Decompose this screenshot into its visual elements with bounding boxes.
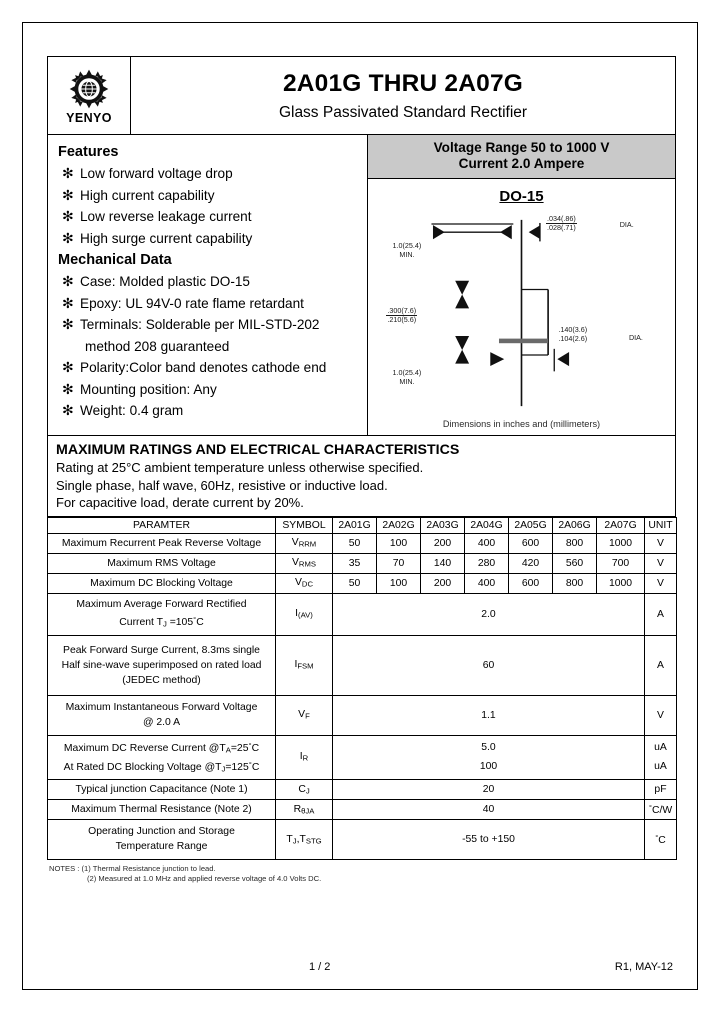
- dim-min-label: MIN.: [399, 250, 415, 260]
- row-parameter: Maximum Thermal Resistance (Note 2): [48, 799, 276, 819]
- list-item: [58, 163, 367, 185]
- voltage-range-banner: [368, 135, 675, 179]
- header-parameter: PARAMTER: [48, 517, 276, 533]
- dim-value: 1.0(25.4): [392, 367, 422, 377]
- mechanical-text: Mounting position: Any: [80, 381, 217, 397]
- table-row: [48, 779, 677, 799]
- feature-text: High current capability: [80, 187, 215, 203]
- asterisk-icon: ✻: [62, 380, 74, 397]
- note-1: (1) Thermal Resistance junction to lead.: [81, 863, 216, 873]
- row-symbol: IFSM: [276, 635, 333, 695]
- row-parameter: Maximum RMS Voltage: [48, 553, 276, 573]
- current-rating-line: Current 2.0 Ampere: [458, 156, 585, 171]
- feature-text: High surge current capability: [80, 230, 253, 246]
- asterisk-icon: ✻: [62, 165, 74, 181]
- list-item: [58, 293, 367, 315]
- row-symbol: IR: [276, 735, 333, 779]
- list-item: [58, 271, 367, 293]
- row-symbol: I(AV): [276, 593, 333, 635]
- row-symbol: VRRM: [276, 533, 333, 553]
- row-value: 200: [421, 573, 465, 593]
- document-header: [47, 56, 676, 135]
- row-symbol: RθJA: [276, 799, 333, 819]
- dim-body-length: [386, 306, 417, 324]
- dim-min-label: MIN.: [399, 376, 415, 386]
- row-merged-value: 40: [333, 799, 645, 819]
- table-header-row: [48, 517, 677, 533]
- list-item: [58, 357, 367, 379]
- dim-lead-length-bottom: [393, 368, 422, 386]
- dim-value: 1.0(25.4): [392, 241, 422, 251]
- yenyo-gear-globe-icon: [68, 68, 110, 110]
- dim-lead-dia-label: DIA.: [619, 219, 634, 229]
- row-value: 140: [421, 553, 465, 573]
- asterisk-icon: ✻: [62, 186, 74, 203]
- list-item: [58, 228, 367, 250]
- features-list: [58, 163, 367, 249]
- row-value: 400: [465, 573, 509, 593]
- dimensions-caption: Dimensions in inches and (millimeters): [442, 419, 601, 429]
- row-value: 420: [509, 553, 553, 573]
- dim-value-top: .034(.86): [547, 213, 576, 223]
- mechanical-heading: Mechanical Data: [58, 252, 172, 268]
- dim-body-diameter: [558, 325, 587, 343]
- asterisk-icon: ✻: [62, 402, 74, 418]
- title-cell: [131, 57, 675, 134]
- row-parameter: Operating Junction and Storage Temperature Range: [48, 819, 276, 859]
- notes-label: NOTES :: [49, 863, 80, 873]
- table-row: [48, 533, 677, 553]
- row-value: 800: [553, 533, 597, 553]
- asterisk-icon: ✻: [62, 316, 74, 332]
- dim-value-bottom: .104(2.6): [558, 333, 588, 343]
- mechanical-text: Weight: 0.4 gram: [80, 403, 184, 418]
- row-unit: uA uA: [645, 735, 677, 779]
- header-part-2a06g: 2A06G: [553, 517, 597, 533]
- row-parameter: Typical junction Capacitance (Note 1): [48, 779, 276, 799]
- header-symbol: SYMBOL: [276, 517, 333, 533]
- dim-lead-length-top: [393, 241, 422, 259]
- mechanical-continuation: method 208 guaranteed: [85, 338, 230, 354]
- row-parameter: Maximum Instantaneous Forward Voltage @ 2.0 A: [48, 695, 276, 735]
- table-row: [48, 593, 677, 635]
- table-row: [48, 695, 677, 735]
- mechanical-list-2: [58, 357, 367, 422]
- features-package-row: [47, 135, 676, 436]
- row-parameter: Maximum DC Reverse Current @TA=25°C At Rated DC Blocking Voltage @TJ=125°C: [48, 735, 276, 779]
- ratings-header-block: [47, 436, 676, 517]
- row-value: 70: [377, 553, 421, 573]
- asterisk-icon: ✻: [62, 294, 74, 311]
- row-parameter: Peak Forward Surge Current, 8.3ms single Half sine-wave superimposed on rated load (JEDEC method): [48, 635, 276, 695]
- company-name: YENYO: [66, 111, 112, 125]
- row-merged-value: 60: [333, 635, 645, 695]
- mechanical-text: Case: Molded plastic DO-15: [80, 274, 250, 289]
- row-value: 100: [377, 573, 421, 593]
- row-value: 700: [597, 553, 645, 573]
- row-unit: V: [645, 533, 677, 553]
- row-value: 560: [553, 553, 597, 573]
- package-type-label: DO-15: [499, 188, 544, 205]
- page-number: 1 / 2: [309, 961, 331, 973]
- header-part-2a04g: 2A04G: [465, 517, 509, 533]
- row-symbol: TJ,TSTG: [276, 819, 333, 859]
- page-footer: [47, 961, 673, 973]
- table-row: [48, 735, 677, 779]
- dim-value-bottom: .210(5.6): [387, 314, 417, 324]
- list-item: [58, 185, 367, 207]
- row-value: 200: [421, 533, 465, 553]
- mechanical-text: Epoxy: UL 94V-0 rate flame retardant: [80, 295, 304, 311]
- table-row: [48, 635, 677, 695]
- list-item: [58, 206, 367, 228]
- specifications-table: [47, 517, 677, 860]
- dim-value-bottom: .028(.71): [547, 222, 576, 232]
- dim-lead-diameter: [546, 214, 577, 232]
- row-parameter: Maximum Average Forward Rectified Current TJ =105°C: [48, 593, 276, 635]
- row-symbol: VF: [276, 695, 333, 735]
- row-unit: V: [645, 573, 677, 593]
- footnotes: [47, 864, 676, 885]
- row-value: 50: [333, 533, 377, 553]
- row-merged-value: 20: [333, 779, 645, 799]
- row-merged-value: 1.1: [333, 695, 645, 735]
- row-value: 280: [465, 553, 509, 573]
- mechanical-text: Terminals: Solderable per MIL-STD-202: [80, 317, 320, 332]
- row-merged-value: 2.0: [333, 593, 645, 635]
- row-unit: A: [645, 635, 677, 695]
- asterisk-icon: ✻: [62, 273, 74, 289]
- header-part-2a01g: 2A01G: [333, 517, 377, 533]
- header-part-2a03g: 2A03G: [421, 517, 465, 533]
- asterisk-icon: ✻: [62, 229, 74, 246]
- header-part-2a07g: 2A07G: [597, 517, 645, 533]
- row-value: 600: [509, 533, 553, 553]
- row-value: 400: [465, 533, 509, 553]
- row-unit: V: [645, 695, 677, 735]
- feature-text: Low forward voltage drop: [80, 166, 233, 181]
- dim-value-top: .300(7.6): [387, 305, 417, 315]
- row-unit: A: [645, 593, 677, 635]
- row-symbol: VRMS: [276, 553, 333, 573]
- row-merged-value: 5.0 100: [333, 735, 645, 779]
- voltage-range-line: Voltage Range 50 to 1000 V: [433, 140, 610, 155]
- row-parameter: Maximum Recurrent Peak Reverse Voltage: [48, 533, 276, 553]
- page-border: [22, 22, 698, 990]
- asterisk-icon: ✻: [62, 359, 74, 375]
- table-row: [48, 553, 677, 573]
- asterisk-icon: ✻: [62, 208, 74, 224]
- product-subtitle: Glass Passivated Standard Rectifier: [278, 103, 528, 121]
- row-unit: V: [645, 553, 677, 573]
- row-unit: pF: [645, 779, 677, 799]
- list-item: [58, 379, 367, 401]
- row-symbol: VDC: [276, 573, 333, 593]
- ratings-condition: Single phase, half wave, 60Hz, resistive or inductive load.: [56, 477, 388, 493]
- ratings-title: MAXIMUM RATINGS AND ELECTRICAL CHARACTERISTICS: [56, 442, 460, 458]
- row-merged-value: -55 to +150: [333, 819, 645, 859]
- row-symbol: CJ: [276, 779, 333, 799]
- mechanical-list: [58, 271, 367, 336]
- note-2: (2) Measured at 1.0 MHz and applied reverse voltage of 4.0 Volts DC.: [87, 874, 322, 884]
- table-row: [48, 819, 677, 859]
- row-unit: °C: [645, 819, 677, 859]
- list-item: [58, 400, 367, 422]
- dim-body-dia-label: DIA.: [628, 333, 643, 343]
- row-value: 35: [333, 553, 377, 573]
- row-value: 600: [509, 573, 553, 593]
- row-value: 50: [333, 573, 377, 593]
- table-row: [48, 799, 677, 819]
- row-unit: °C/W: [645, 799, 677, 819]
- company-logo-cell: [48, 57, 131, 134]
- package-panel: [368, 135, 675, 435]
- dim-value-top: .140(3.6): [558, 324, 588, 334]
- ratings-condition: For capacitive load, derate current by 20%.: [56, 495, 304, 510]
- row-value: 1000: [597, 533, 645, 553]
- mechanical-text: Polarity:Color band denotes cathode end: [80, 360, 327, 375]
- row-value: 1000: [597, 573, 645, 593]
- feature-text: Low reverse leakage current: [80, 209, 252, 224]
- features-panel: [48, 135, 368, 435]
- header-part-2a02g: 2A02G: [377, 517, 421, 533]
- row-parameter: Maximum DC Blocking Voltage: [48, 573, 276, 593]
- part-number-title: 2A01G THRU 2A07G: [282, 69, 524, 97]
- row-value: 100: [377, 533, 421, 553]
- table-row: [48, 573, 677, 593]
- list-item: [58, 314, 367, 336]
- row-value: 800: [553, 573, 597, 593]
- header-part-2a05g: 2A05G: [509, 517, 553, 533]
- features-heading: Features: [58, 144, 119, 160]
- package-outline-drawing: [368, 205, 675, 419]
- header-unit: UNIT: [645, 517, 677, 533]
- page-content: [47, 56, 676, 885]
- ratings-condition: Rating at 25°C ambient temperature unless otherwise specified.: [56, 460, 424, 475]
- revision-label: R1, MAY-12: [614, 961, 673, 973]
